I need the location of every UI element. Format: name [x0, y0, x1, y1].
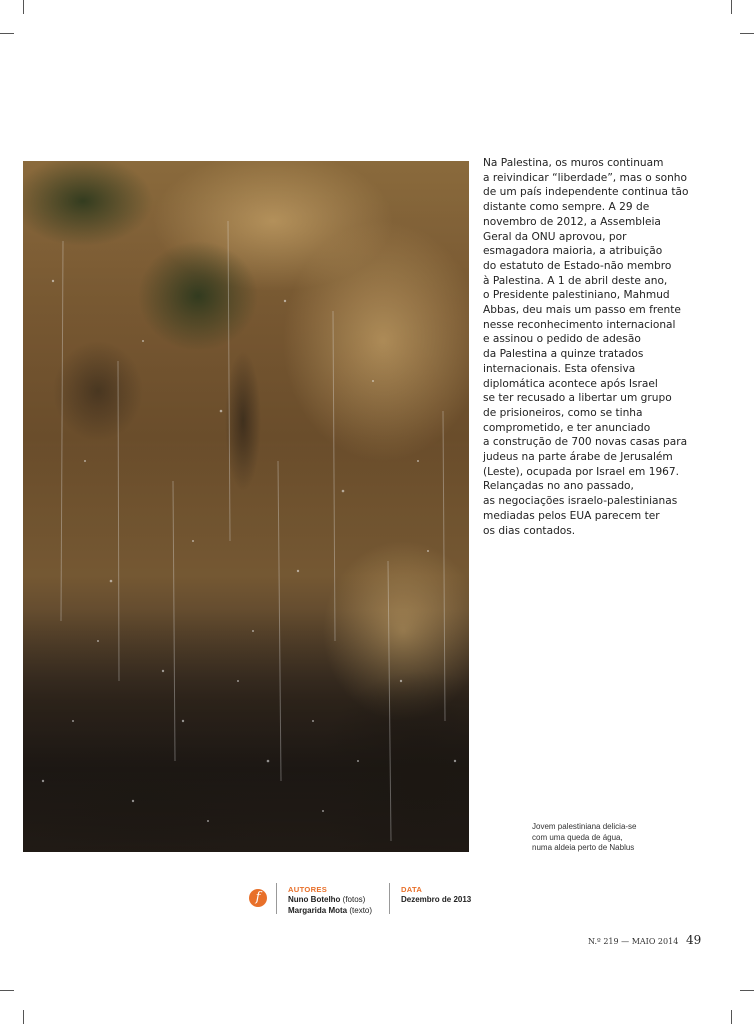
body-line: Relançadas no ano passado, — [483, 480, 634, 493]
crop-mark — [23, 1010, 24, 1024]
magazine-logo-icon: f — [249, 889, 267, 907]
crop-mark — [731, 1010, 732, 1024]
date-value: Dezembro de 2013 — [401, 895, 472, 905]
body-line: judeus na parte árabe de Jerusalém — [483, 451, 673, 464]
body-line: diplomática acontece após Israel — [483, 377, 658, 390]
waterfall-rock-photo — [23, 161, 469, 852]
body-line: distante como sempre. A 29 de — [483, 201, 650, 214]
body-line: (Leste), ocupada por Israel em 1967. — [483, 465, 680, 478]
body-line: comprometido, e ter anunciado — [483, 421, 651, 434]
author-line — [288, 895, 372, 905]
crop-mark — [740, 33, 754, 34]
date-heading: DATA — [401, 885, 423, 894]
body-line: as negociações israelo-palestinianas — [483, 495, 678, 508]
body-line: de prisioneiros, como se tinha — [483, 406, 643, 419]
body-line: internacionais. Esta ofensiva — [483, 362, 636, 375]
body-line: esmagadora maioria, a atribuição — [483, 245, 663, 258]
divider — [389, 883, 390, 914]
author-name: Nuno Botelho — [288, 895, 341, 905]
body-line: se ter recusado a libertar um grupo — [483, 392, 672, 405]
photo-caption — [532, 822, 682, 854]
caption-line: numa aldeia perto de Nablus — [532, 843, 635, 853]
author-name: Margarida Mota — [288, 905, 348, 915]
body-line: Abbas, deu mais um passo em frente — [483, 304, 681, 317]
crop-mark — [0, 990, 14, 991]
body-line: da Palestina a quinze tratados — [483, 348, 644, 361]
author-role: (texto) — [349, 905, 373, 915]
authors-block — [288, 885, 372, 916]
body-line: Na Palestina, os muros continuam — [483, 157, 664, 169]
authors-heading: AUTORES — [288, 885, 328, 894]
body-line: a reivindicar “liberdade”, mas o sonho — [483, 171, 688, 184]
body-line: nesse reconhecimento internacional — [483, 318, 676, 331]
body-line: de um país independente continua tão — [483, 186, 689, 199]
caption-line: Jovem palestiniana delicia-se — [532, 822, 637, 831]
author-line — [288, 906, 372, 916]
divider — [276, 883, 277, 914]
crop-mark — [731, 0, 732, 14]
body-line: a construção de 700 novas casas para — [483, 436, 688, 449]
issue-folio: N.º 219 — MAIO 2014 — [588, 937, 679, 946]
date-block — [401, 885, 471, 906]
body-line: do estatuto de Estado-não membro — [483, 259, 672, 272]
article-body — [483, 156, 713, 538]
crop-mark — [740, 990, 754, 991]
page-number: 49 — [686, 933, 702, 947]
body-line: à Palestina. A 1 de abril deste ano, — [483, 274, 668, 287]
body-line: os dias contados. — [483, 524, 576, 537]
body-line: o Presidente palestiniano, Mahmud — [483, 289, 670, 302]
body-line: mediadas pelos EUA parecem ter — [483, 509, 660, 522]
caption-line: com uma queda de água, — [532, 832, 623, 842]
author-role: (fotos) — [342, 895, 366, 905]
body-line: novembro de 2012, a Assembleia — [483, 215, 661, 228]
body-line: Geral da ONU aprovou, por — [483, 230, 627, 243]
crop-mark — [0, 33, 14, 34]
crop-mark — [23, 0, 24, 14]
body-line: e assinou o pedido de adesão — [483, 333, 641, 346]
